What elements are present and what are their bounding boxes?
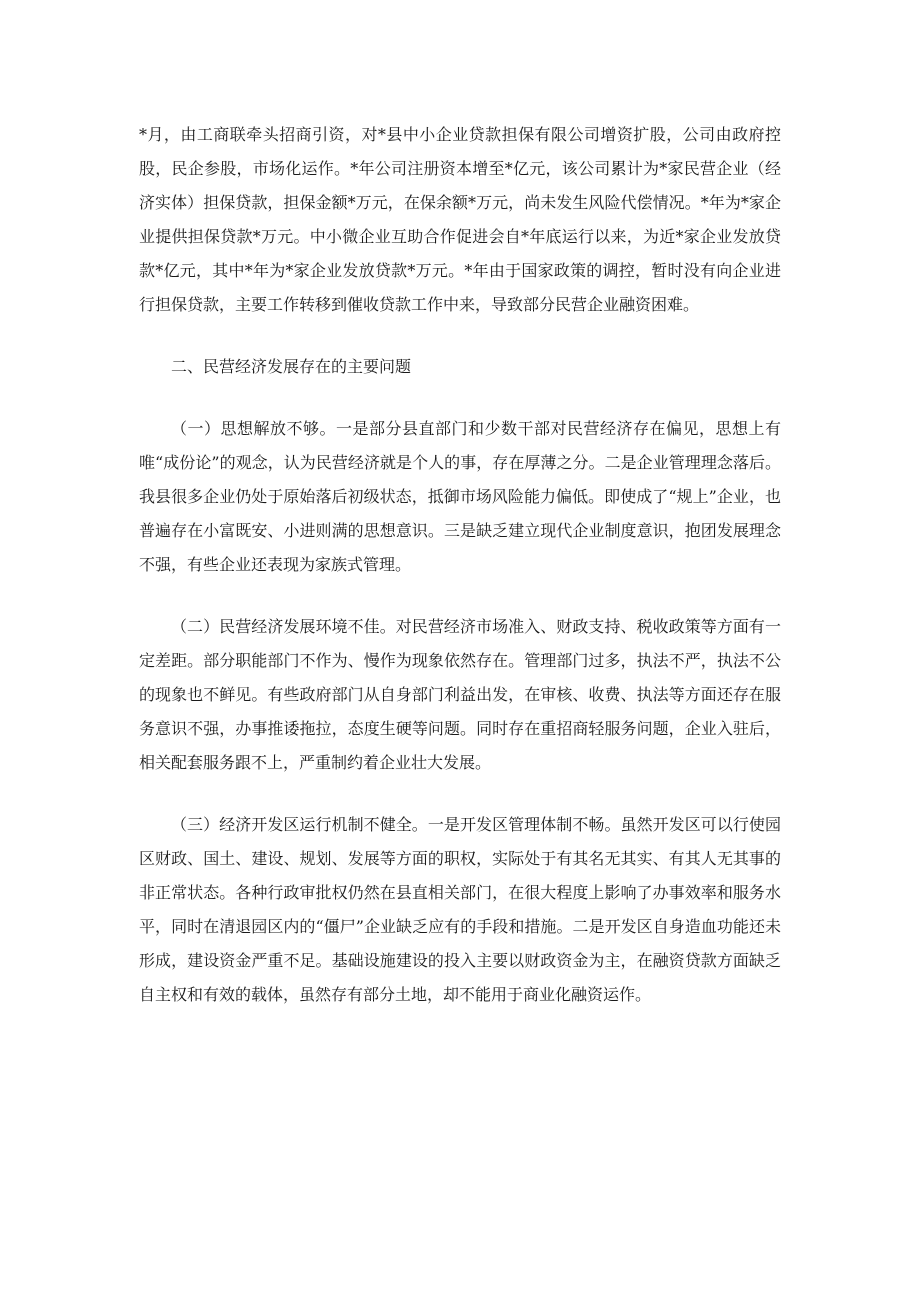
paragraph-problem-2: （二）民营经济发展环境不佳。对民营经济市场准入、财政支持、税收政策等方面有一定差距。部分职能部门不作为、慢作为现象依然存在。管理部门过多，执法不严，执法不公的现象也不鲜见。有些政府部门从自身部门利益出发，在审核、收费、执法等方面还存在服务意识不强，办事推诿拖拉，态度生硬等问题。同时存在重招商轻服务问题，企业入驻后，相关配套服务跟不上，严重制约着企业壮大发展。 [139,617,781,772]
paragraph-financing-continuation: *月，由工商联牵头招商引资，对*县中小企业贷款担保有限公司增资扩股，公司由政府控股，民企参股，市场化运作。*年公司注册资本增至*亿元，该公司累计为*家民营企业（经济实体）担保贷款，担保金额*万元，在保余额*万元，尚未发生风险代偿情况。*年为*家企业提供担保贷款*万元。中小微企业互助合作促进会自*年底运行以来，为近*家企业发放贷款*亿元，其中*年为*家企业发放贷款*万元。*年由于国家政策的调控，暂时没有向企业进行担保贷款，主要工作转移到催收贷款工作中来，导致部分民营企业融资困难。 [139,125,781,314]
document-body [139,118,781,1040]
paragraph-problem-1: （一）思想解放不够。一是部分县直部门和少数干部对民营经济存在偏见，思想上有唯“成份论”的观念，认为民营经济就是个人的事，存在厚薄之分。二是企业管理理念落后。我县很多企业仍处于原始落后初级状态，抵御市场风险能力偏低。即使成了“规上”企业，也普遍存在小富既安、小进则满的思想意识。三是缺乏建立现代企业制度意识，抱团发展理念不强，有些企业还表现为家族式管理。 [139,419,781,574]
paragraph-problem-3: （三）经济开发区运行机制不健全。一是开发区管理体制不畅。虽然开发区可以行使园区财政、国土、建设、规划、发展等方面的职权，实际处于有其名无其实、有其人无其事的非正常状态。各种行政审批权仍然在县直相关部门，在很大程度上影响了办事效率和服务水平，同时在清退园区内的“僵尸”企业缺乏应有的手段和措施。二是开发区自身造血功能还未形成，建设资金严重不足。基础设施建设的投入主要以财政资金为主，在融资贷款方面缺乏自主权和有效的载体，虽然存有部分土地，却不能用于商业化融资运作。 [139,815,781,1004]
section-heading-main-problems: 二、民营经济发展存在的主要问题 [171,357,412,376]
